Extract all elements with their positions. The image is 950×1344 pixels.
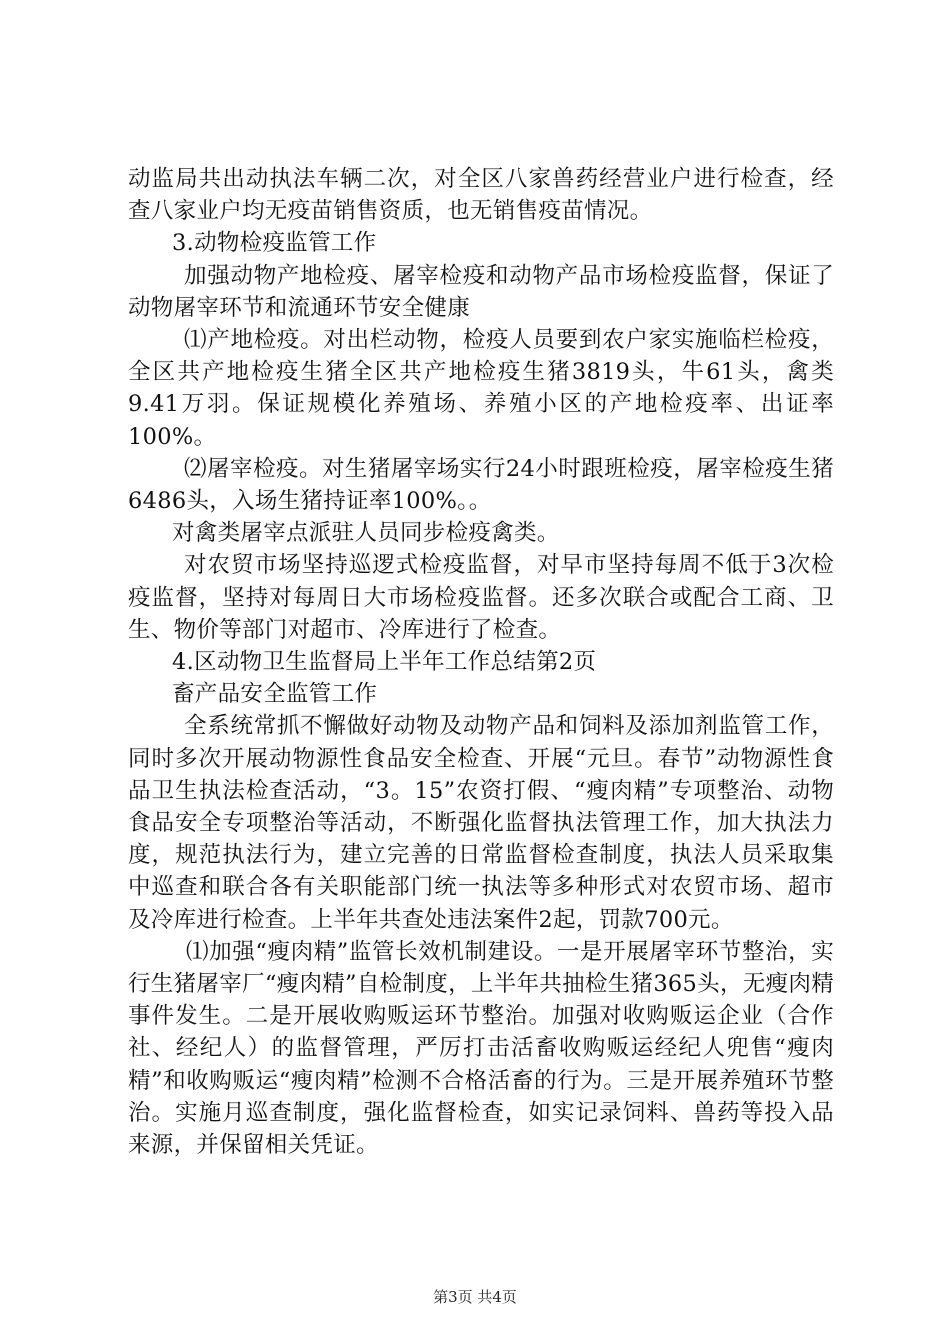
paragraph: 全系统常抓不懈做好动物及动物产品和饲料及添加剂监管工作，同时多次开展动物源性食品安全检查、开展“元旦。春节”动物源性食品卫生执法检查活动，“3。15”农资打假、“瘦肉精”专项整治、动物食品安全专项整治等活动，不断强化监督执法管理工作，加大执法力度，规范执法行为，建立完善的日常监督检查制度，执法人员采取集中巡查和联合各有关职能部门统一执法等多种形式对农贸市场、超市及冷库进行检查。上半年共查处违法案件2起，罚款700元。 (128, 713, 834, 933)
paragraph-continuation: 动监局共出动执法车辆二次，对全区八家兽药经营业户进行检查，经查八家业户均无疫苗销售资质，也无销售疫苗情况。 (128, 166, 834, 225)
section-subheading: 畜产品安全监管工作 (172, 681, 378, 708)
paragraph: 对农贸市场坚持巡逻式检疫监督，对早市坚持每周不低于3次检疫监督，坚持对每周日大市场检疫监督。还多次联合或配合工商、卫生、物价等部门对超市、冷库进行了检查。 (128, 552, 834, 643)
paragraph: ⑴加强“瘦肉精”监管长效机制建设。一是开展屠宰环节整治，实行生猪屠宰厂“瘦肉精”自检制度，上半年共抽检生猪365头，无瘦肉精事件发生。二是开展收购贩运环节整治。加强对收购贩运企业（合作社、经纪人）的监督管理，严厉打击活畜收购贩运经纪人兜售“瘦肉精”和收购贩运“瘦肉精”检测不合格活畜的行为。三是开展养殖环节整治。实施月巡查制度，强化监督检查，如实记录饲料、兽药等投入品来源，并保留相关凭证。 (128, 938, 834, 1159)
section-heading-4: 4.区动物卫生监督局上半年工作总结第2页 (172, 649, 597, 676)
document-body (128, 163, 834, 1161)
section-heading-3: 3.动物检疫监管工作 (172, 230, 377, 257)
page-footer: 第3页 共4页 (433, 1288, 517, 1306)
paragraph: 对禽类屠宰点派驻人员同步检疫禽类。 (172, 520, 560, 547)
paragraph: 加强动物产地检疫、屠宰检疫和动物产品市场检疫监督，保证了动物屠宰环节和流通环节安全健康 (128, 262, 834, 321)
paragraph: ⑵屠宰检疫。对生猪屠宰场实行24小时跟班检疫，屠宰检疫生猪6486头，入场生猪持证率100%。。 (128, 455, 834, 515)
paragraph: ⑴产地检疫。对出栏动物，检疫人员要到农户家实施临栏检疫，全区共产地检疫生猪全区共产地检疫生猪3819头，牛61头，禽类9.41万羽。保证规模化养殖场、养殖小区的产地检疫率、出证率100%。 (128, 327, 834, 450)
